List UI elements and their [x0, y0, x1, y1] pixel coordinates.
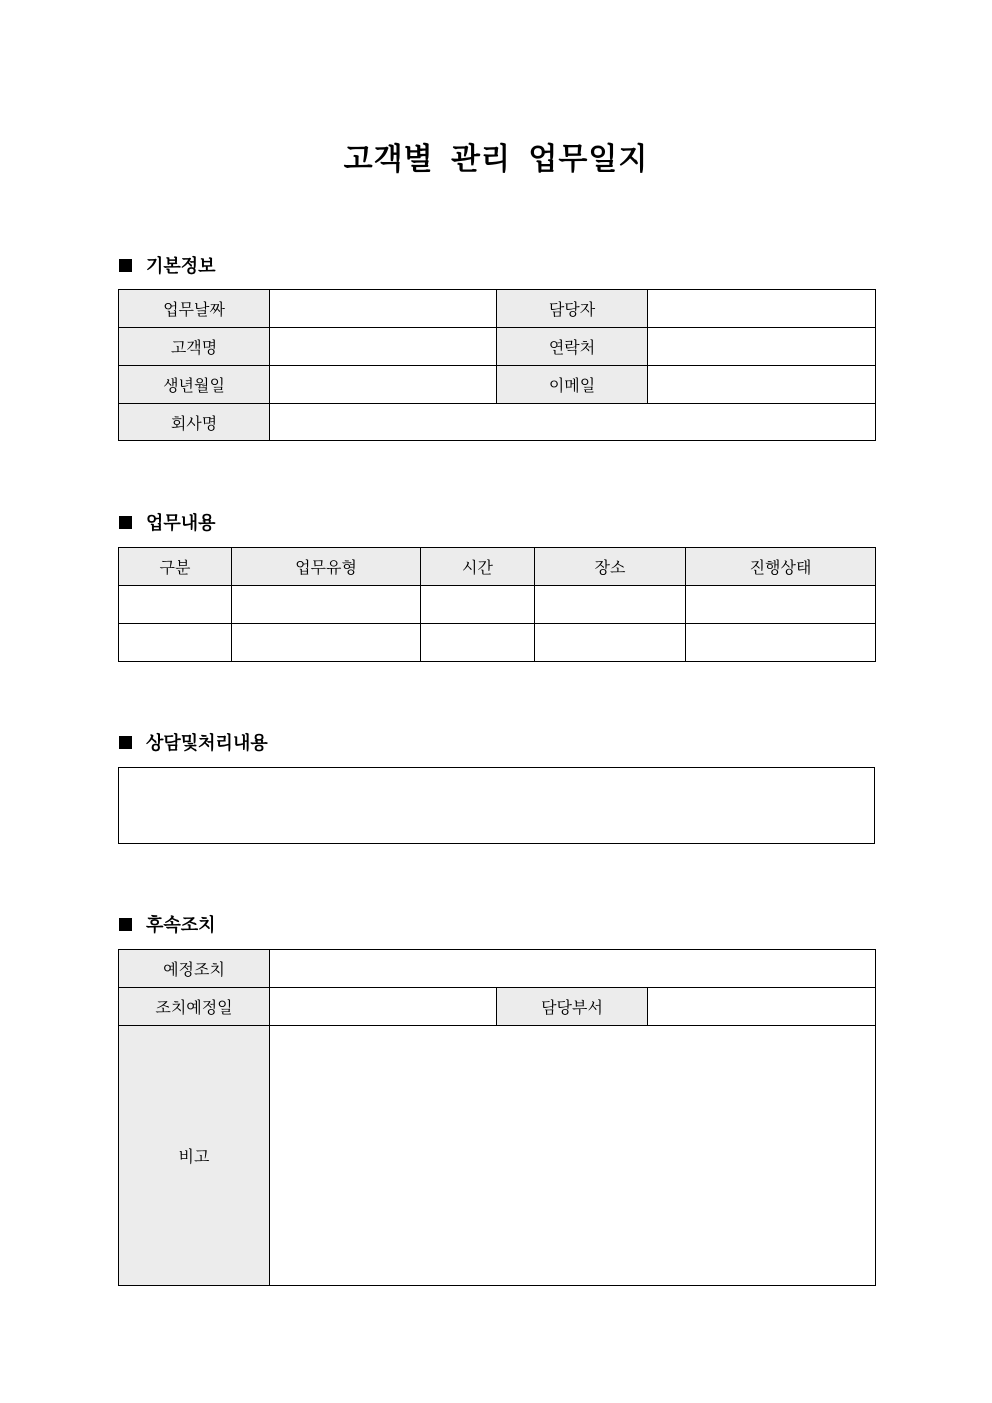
planned-action-label: 예정조치: [119, 950, 270, 988]
department-label: 담당부서: [497, 988, 648, 1026]
table-header-row: [119, 548, 876, 586]
table-row: [119, 366, 876, 404]
section-heading-label: 기본정보: [146, 256, 216, 277]
work-date-label: 업무날짜: [119, 290, 270, 328]
category-cell[interactable]: [119, 586, 232, 624]
customer-name-field[interactable]: [270, 328, 497, 366]
section-heading-label: 업무내용: [146, 513, 216, 534]
department-field[interactable]: [648, 988, 876, 1026]
square-bullet-icon: [119, 259, 132, 272]
follow-up-table: [118, 949, 876, 1286]
customer-name-label: 고객명: [119, 328, 270, 366]
section-heading-label: 후속조치: [146, 915, 216, 936]
column-header-work-type: 업무유형: [232, 548, 421, 586]
place-cell[interactable]: [535, 586, 686, 624]
birth-date-field[interactable]: [270, 366, 497, 404]
company-name-field[interactable]: [270, 404, 876, 441]
table-row: [119, 1026, 876, 1286]
email-field[interactable]: [648, 366, 876, 404]
page-title: 고객별 관리 업무일지: [343, 142, 649, 177]
square-bullet-icon: [119, 918, 132, 931]
status-cell[interactable]: [686, 586, 876, 624]
time-cell[interactable]: [421, 624, 535, 662]
company-name-label: 회사명: [119, 404, 270, 441]
remarks-field[interactable]: [270, 1026, 876, 1286]
table-row: [119, 290, 876, 328]
place-cell[interactable]: [535, 624, 686, 662]
table-row: [119, 988, 876, 1026]
action-date-field[interactable]: [270, 988, 497, 1026]
work-type-cell[interactable]: [232, 586, 421, 624]
table-row: [119, 950, 876, 988]
status-cell[interactable]: [686, 624, 876, 662]
table-row: [119, 586, 876, 624]
section-heading-work-content: [119, 510, 216, 534]
square-bullet-icon: [119, 736, 132, 749]
manager-label: 담당자: [497, 290, 648, 328]
section-heading-consultation: [119, 730, 268, 754]
work-content-table: [118, 547, 876, 662]
section-heading-basic-info: [119, 253, 216, 277]
table-row: [119, 404, 876, 441]
email-label: 이메일: [497, 366, 648, 404]
remarks-label: 비고: [119, 1026, 270, 1286]
consultation-content-field[interactable]: [118, 767, 875, 844]
column-header-time: 시간: [421, 548, 535, 586]
column-header-status: 진행상태: [686, 548, 876, 586]
square-bullet-icon: [119, 516, 132, 529]
birth-date-label: 생년월일: [119, 366, 270, 404]
work-date-field[interactable]: [270, 290, 497, 328]
basic-info-table: [118, 289, 876, 441]
time-cell[interactable]: [421, 586, 535, 624]
column-header-category: 구분: [119, 548, 232, 586]
work-type-cell[interactable]: [232, 624, 421, 662]
section-heading-follow-up: [119, 912, 216, 936]
table-row: [119, 328, 876, 366]
manager-field[interactable]: [648, 290, 876, 328]
column-header-place: 장소: [535, 548, 686, 586]
contact-label: 연락처: [497, 328, 648, 366]
category-cell[interactable]: [119, 624, 232, 662]
section-heading-label: 상담및처리내용: [146, 733, 268, 754]
table-row: [119, 624, 876, 662]
planned-action-field[interactable]: [270, 950, 876, 988]
action-date-label: 조치예정일: [119, 988, 270, 1026]
contact-field[interactable]: [648, 328, 876, 366]
